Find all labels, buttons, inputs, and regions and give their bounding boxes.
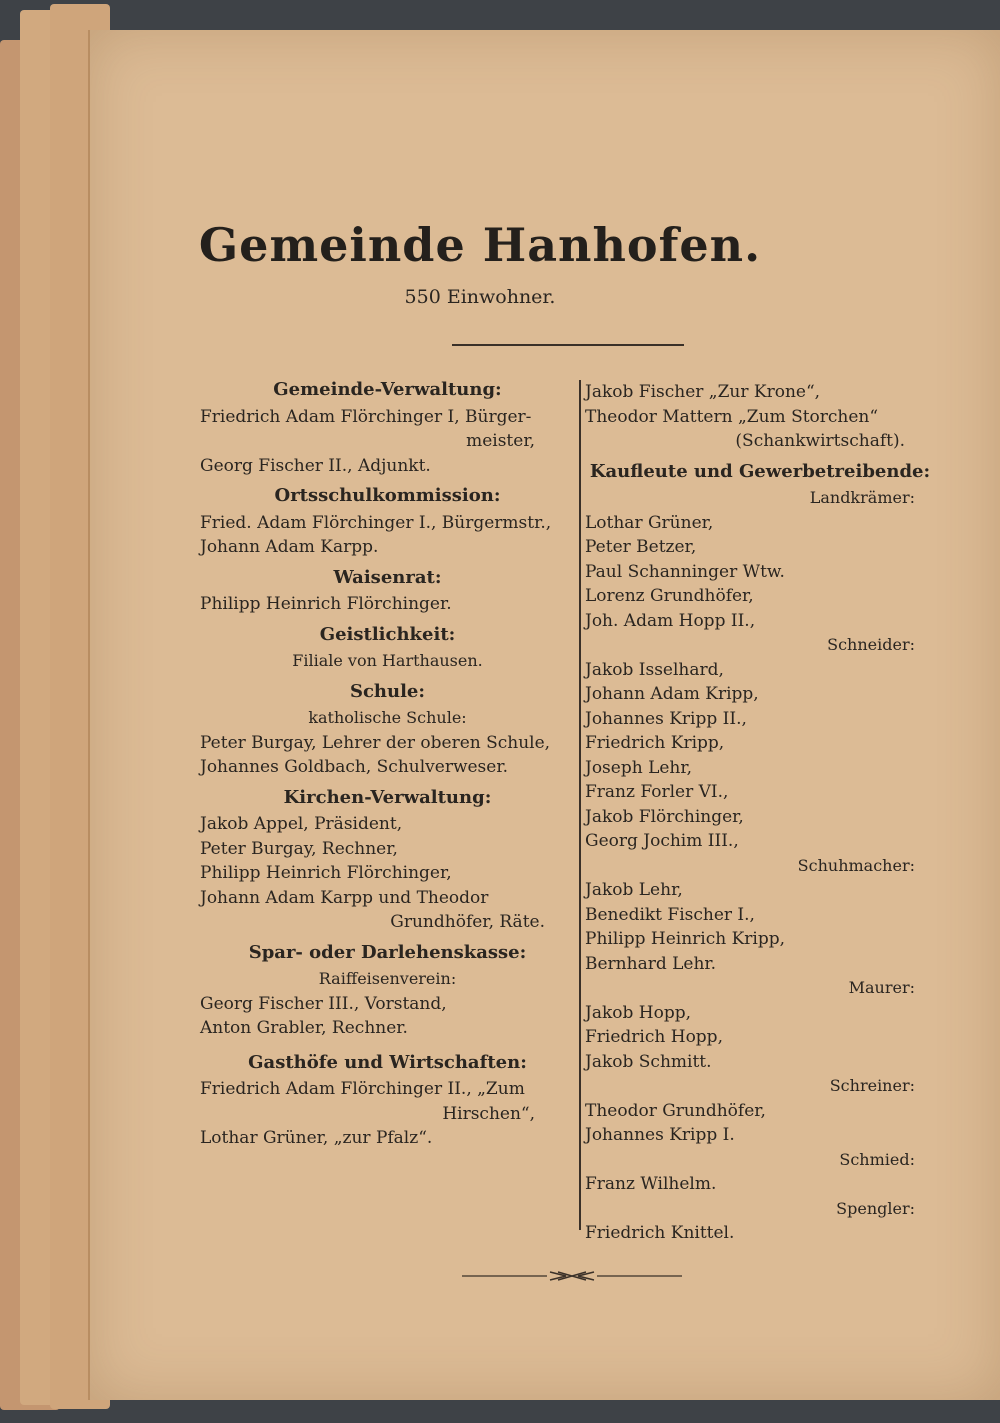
page-subtitle: 550 Einwohner. [404, 286, 556, 308]
subheading: Schneider: [827, 635, 915, 654]
entry-line: Georg Fischer II., Adjunkt. [200, 455, 431, 476]
entry-line: Jakob Schmitt. [585, 1051, 712, 1072]
entry-line: Filiale von Harthausen. [292, 651, 483, 670]
right-column [585, 380, 935, 1246]
section-heading: Ortsschulkommission: [274, 485, 501, 506]
entry-line: Joh. Adam Hopp II., [585, 610, 756, 631]
subheading: katholische Schule: [308, 708, 467, 727]
entry-line: Jakob Fischer „Zur Krone“, [585, 382, 821, 402]
entry-line: Bernhard Lehr. [585, 953, 717, 974]
entry-line: Jakob Isselhard, [585, 659, 724, 680]
subheading: Maurer: [848, 978, 915, 997]
entry-line: Grundhöfer, Räte. [390, 912, 545, 932]
entry-line: Theodor Mattern „Zum Storchen“ [585, 406, 879, 427]
entry-line: Lothar Grüner, „zur Pfalz“. [200, 1128, 433, 1148]
entry-line: Theodor Grundhöfer, [585, 1100, 766, 1121]
entry-line: Georg Fischer III., Vorstand, [200, 993, 447, 1014]
entry-line: Lorenz Grundhöfer, [585, 586, 754, 606]
subheading: Schmied: [839, 1149, 915, 1169]
subheading: Schuhmacher: [797, 855, 915, 875]
entry-line: Fried. Adam Flörchinger I., Bürgermstr., [200, 512, 552, 533]
subheading: Schreiner: [829, 1076, 915, 1095]
section-heading: Gasthöfe und Wirtschaften: [248, 1051, 527, 1073]
entry-line: Johannes Kripp I. [585, 1125, 735, 1145]
entry-line: Paul Schanninger Wtw. [585, 561, 785, 582]
entry-line: Philipp Heinrich Kripp, [585, 929, 786, 949]
entry-line: Friedrich Adam Flörchinger I, Bürger- [200, 406, 532, 427]
section-heading: Gemeinde-Verwaltung: [273, 379, 502, 400]
page-title: Gemeinde Hanhofen. [198, 218, 762, 272]
entry-line: Jakob Hopp, [585, 1002, 692, 1023]
ornament-divider [462, 1270, 682, 1282]
entry-line: Johann Adam Karpp. [200, 537, 379, 557]
entry-line: Hirschen“, [442, 1103, 535, 1124]
left-column [200, 372, 575, 1151]
section-heading: Kirchen-Verwaltung: [283, 786, 492, 808]
entry-line: Johannes Kripp II., [585, 708, 747, 729]
entry-line: Peter Burgay, Lehrer der oberen Schule, [200, 732, 551, 753]
section-heading: Spar- oder Darlehenskasse: [248, 941, 527, 963]
entry-line: (Schankwirtschaft). [735, 431, 905, 451]
entry-line: Anton Grabler, Rechner. [200, 1018, 408, 1038]
section-heading: Geistlichkeit: [319, 623, 456, 645]
entry-line: Friedrich Hopp, [585, 1027, 723, 1047]
entry-line: Peter Betzer, [585, 537, 697, 557]
entry-line: Jakob Appel, Präsident, [200, 814, 403, 834]
entry-line: Franz Forler VI., [585, 782, 729, 802]
entry-line: Jakob Flörchinger, [585, 806, 744, 827]
entry-line: Friedrich Kripp, [585, 733, 725, 753]
subheading: Raiffeisenverein: [318, 969, 457, 988]
entry-line: Philipp Heinrich Flörchinger. [200, 594, 452, 614]
entry-line: Peter Burgay, Rechner, [200, 838, 398, 859]
subheading: Landkrämer: [809, 488, 915, 507]
entry-line: Georg Jochim III., [585, 831, 739, 851]
title-divider [452, 344, 684, 346]
entry-line: Joseph Lehr, [585, 757, 693, 778]
entry-line: Franz Wilhelm. [585, 1174, 717, 1194]
section-heading: Kaufleute und Gewerbetreibende: [589, 460, 931, 482]
entry-line: Jakob Lehr, [585, 880, 683, 900]
subheading: Spengler: [836, 1198, 915, 1218]
section-heading: Waisenrat: [333, 566, 442, 588]
entry-line: Johann Adam Kripp, [585, 684, 759, 704]
entry-line: Friedrich Adam Flörchinger II., „Zum [200, 1079, 525, 1099]
entry-line: meister, [466, 431, 535, 451]
entry-line: Benedikt Fischer I., [585, 904, 755, 925]
section-heading: Schule: [349, 680, 426, 702]
entry-line: Friedrich Knittel. [585, 1223, 735, 1243]
entry-line: Philipp Heinrich Flörchinger, [200, 863, 452, 883]
column-divider [579, 380, 581, 1230]
entry-line: Johannes Goldbach, Schulverweser. [200, 757, 509, 777]
entry-line: Lothar Grüner, [585, 512, 714, 533]
entry-line: Johann Adam Karpp und Theodor [200, 887, 489, 908]
